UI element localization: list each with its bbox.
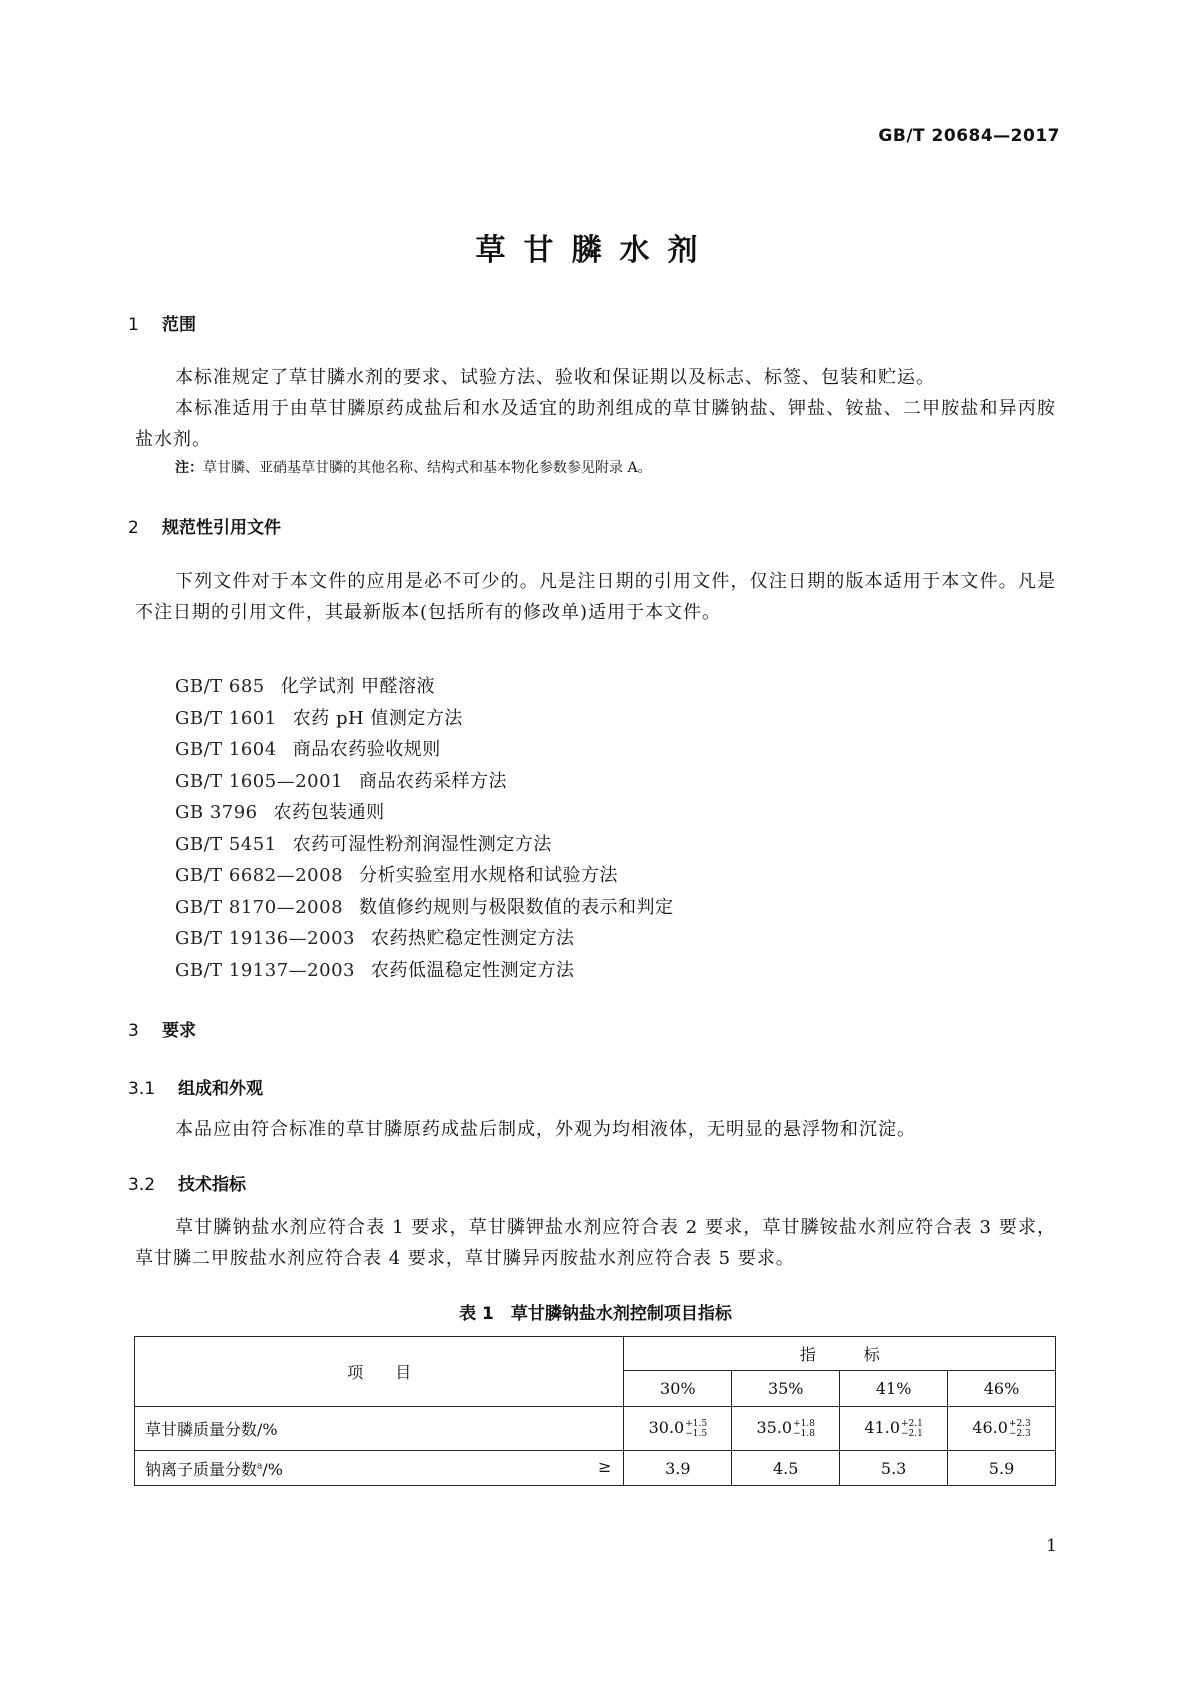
reference-title: 分析实验室用水规格和试验方法 xyxy=(359,865,619,886)
section-number: 3.1 xyxy=(128,1079,156,1099)
document-number: GB/T 20684—2017 xyxy=(878,126,1060,146)
row-label-unit: /% xyxy=(262,1459,283,1479)
row-label-text: 钠离子质量分数 xyxy=(145,1459,258,1479)
column-header: 46% xyxy=(948,1371,1056,1407)
tolerance-minus: −1.5 xyxy=(685,1428,708,1439)
reference-code: GB/T 5451 xyxy=(175,833,277,855)
table-row xyxy=(135,1407,1056,1451)
paragraph-scope: 本标准规定了草甘膦水剂的要求、试验方法、验收和保证期以及标志、标签、包装和贮运。 xyxy=(175,367,935,388)
section-3-2-heading xyxy=(128,1170,246,1195)
value-base: 41.0 xyxy=(864,1418,900,1438)
reference-item xyxy=(175,860,674,892)
table-caption: 表 1 草甘膦钠盐水剂控制项目指标 xyxy=(459,1304,732,1324)
table-header-row xyxy=(135,1337,1056,1371)
value-base: 35.0 xyxy=(756,1418,793,1438)
reference-item xyxy=(175,671,674,703)
paragraph-applicability: 本标准适用于由草甘膦原药成盐后和水及适宜的助剂组成的草甘膦钠盐、钾盐、铵盐、二甲胺盐和异丙胺盐水剂。 xyxy=(135,398,1056,450)
column-header: 35% xyxy=(732,1371,840,1407)
reference-item xyxy=(175,829,674,861)
table-row xyxy=(135,1451,1056,1486)
section-title: 范围 xyxy=(162,315,196,335)
header-item: 项 目 xyxy=(135,1337,624,1407)
section-title: 要求 xyxy=(162,1021,196,1041)
section-3-heading xyxy=(128,1016,196,1041)
reference-code: GB/T 1601 xyxy=(175,707,277,729)
table-cell xyxy=(840,1407,948,1451)
tolerance-plus: +2.3 xyxy=(1008,1418,1031,1429)
paragraph-composition: 本品应由符合标准的草甘膦原药成盐后制成，外观为均相液体，无明显的悬浮物和沉淀。 xyxy=(175,1119,916,1140)
table-cell xyxy=(624,1407,732,1451)
header-index: 指 标 xyxy=(624,1337,1056,1371)
tolerance-plus: +1.8 xyxy=(793,1418,815,1429)
row-label xyxy=(135,1451,624,1486)
reference-item xyxy=(175,797,674,829)
document-title: 草甘膦水剂 xyxy=(475,233,716,268)
note xyxy=(175,457,652,477)
tolerance-minus: −2.3 xyxy=(1008,1428,1031,1439)
reference-code: GB/T 8170—2008 xyxy=(175,896,344,918)
column-header: 41% xyxy=(840,1371,948,1407)
tolerance-minus: −2.1 xyxy=(901,1428,923,1439)
reference-item xyxy=(175,703,674,735)
section-title: 规范性引用文件 xyxy=(162,518,281,538)
reference-code: GB 3796 xyxy=(175,802,258,823)
specification-table xyxy=(134,1336,1056,1486)
tolerance-minus: −1.8 xyxy=(793,1428,815,1439)
value-base: 46.0 xyxy=(972,1418,1008,1438)
section-title: 组成和外观 xyxy=(178,1079,263,1099)
reference-code: GB/T 6682—2008 xyxy=(175,865,344,886)
reference-title: 数值修约规则与极限数值的表示和判定 xyxy=(359,896,674,918)
section-number: 3 xyxy=(128,1021,139,1041)
value-base: 30.0 xyxy=(648,1418,685,1438)
reference-code: GB/T 685 xyxy=(175,676,265,697)
column-header: 30% xyxy=(624,1371,732,1407)
tolerance-plus: +2.1 xyxy=(901,1418,923,1429)
reference-item xyxy=(175,955,674,987)
reference-code: GB/T 1604 xyxy=(175,739,277,760)
greater-equal-sign: ≥ xyxy=(597,1456,612,1476)
reference-title: 化学试剂 甲醛溶液 xyxy=(280,676,435,697)
section-1-heading xyxy=(128,310,196,335)
reference-title: 农药低温稳定性测定方法 xyxy=(370,959,575,981)
footnote-marker: a xyxy=(257,1461,263,1472)
reference-title: 商品农药验收规则 xyxy=(292,739,441,760)
table-cell: 4.5 xyxy=(732,1451,840,1486)
section-number: 1 xyxy=(128,315,139,335)
table-cell xyxy=(732,1407,840,1451)
table-cell: 5.3 xyxy=(840,1451,948,1486)
reference-title: 商品农药采样方法 xyxy=(359,770,508,792)
tolerance-plus: +1.5 xyxy=(685,1418,708,1429)
reference-title: 农药可湿性粉剂润湿性测定方法 xyxy=(292,833,552,855)
table-cell: 5.9 xyxy=(948,1451,1056,1486)
reference-item xyxy=(175,766,674,798)
page-number: 1 xyxy=(1046,1536,1057,1556)
section-number: 2 xyxy=(128,518,139,538)
paragraph-references-intro: 下列文件对于本文件的应用是必不可少的。凡是注日期的引用文件，仅注日期的版本适用于本文件。凡是不注日期的引用文件，其最新版本(包括所有的修改单)适用于本文件。 xyxy=(135,571,1056,623)
note-label: 注： xyxy=(175,460,203,476)
reference-list xyxy=(175,671,674,986)
reference-code: GB/T 1605—2001 xyxy=(175,770,344,792)
reference-title: 农药 pH 值测定方法 xyxy=(292,707,463,729)
table-cell: 3.9 xyxy=(624,1451,732,1486)
table-cell xyxy=(948,1407,1056,1451)
note-text: 草甘膦、亚硝基草甘膦的其他名称、结构式和基本物化参数参见附录 A。 xyxy=(203,460,652,476)
reference-code: GB/T 19137—2003 xyxy=(175,959,355,981)
section-2-heading xyxy=(128,513,281,538)
reference-title: 农药包装通则 xyxy=(273,802,385,823)
reference-item xyxy=(175,892,674,924)
paragraph-technical-index: 草甘膦钠盐水剂应符合表 1 要求，草甘膦钾盐水剂应符合表 2 要求，草甘膦铵盐水剂应符合表 3 要求，草甘膦二甲胺盐水剂应符合表 4 要求，草甘膦异丙胺盐水剂应符合表 5 要求。 xyxy=(135,1217,1056,1269)
reference-item xyxy=(175,923,674,955)
row-label: 草甘膦质量分数/% xyxy=(135,1407,624,1451)
reference-code: GB/T 19136—2003 xyxy=(175,928,355,949)
section-3-1-heading xyxy=(128,1074,263,1099)
section-title: 技术指标 xyxy=(178,1175,246,1195)
reference-title: 农药热贮稳定性测定方法 xyxy=(370,928,575,949)
section-number: 3.2 xyxy=(128,1175,156,1195)
reference-item xyxy=(175,734,674,766)
